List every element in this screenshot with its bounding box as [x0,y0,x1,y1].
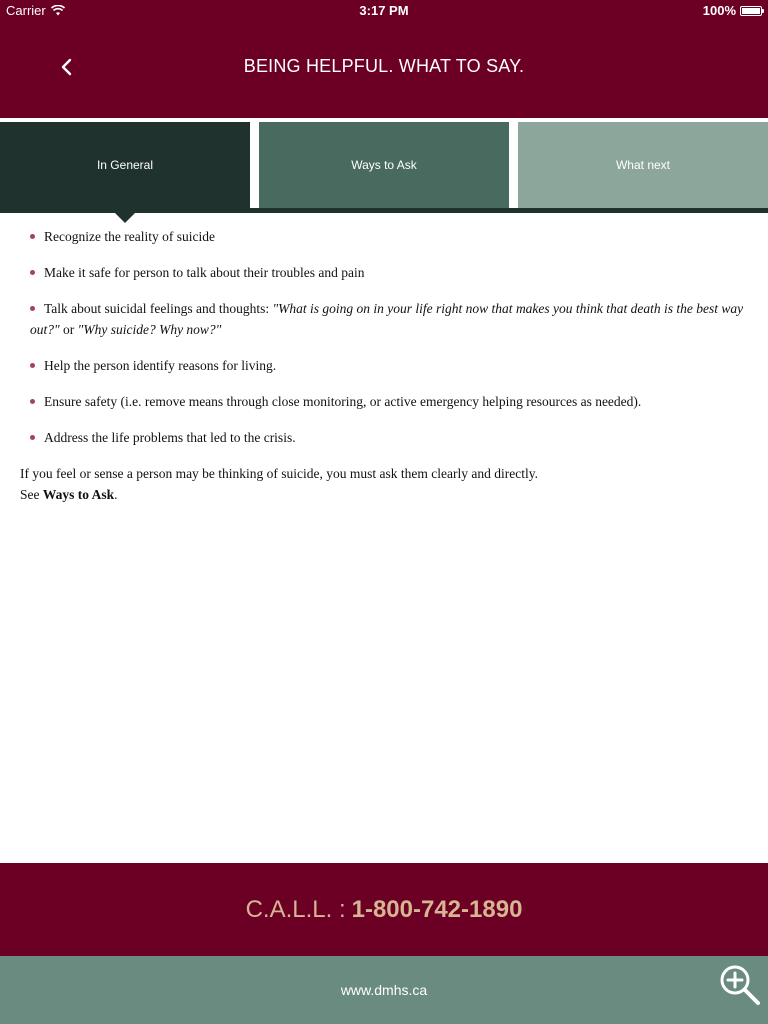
list-item-text: Ensure safety (i.e. remove means through close monitoring, or active emergency helping resources as needed). [44,394,642,409]
status-right [703,3,762,18]
quote-death-best-way-out: "What is going on in your life right now that makes you think that death is the best way out?" [30,301,744,337]
list-item-text: Recognize the reality of suicide [44,229,215,244]
list-item [20,427,750,448]
list-item [20,262,750,283]
footer-bar [0,956,768,1024]
carrier-label: Carrier [6,3,46,18]
bullet-icon [30,363,35,368]
page-title: BEING HELPFUL. WHAT TO SAY. [243,56,525,76]
closing-line: If you feel or sense a person may be thinking of suicide, you must ask them clearly and directly. [20,466,538,481]
list-item [20,226,750,247]
status-bar [0,0,768,20]
tab-label: In General [96,158,154,172]
zoom-button[interactable] [718,963,762,1007]
list-item-text: Talk about suicidal feelings and thoughts: [44,301,273,316]
tab-label: Ways to Ask [351,158,417,172]
call-phone-number[interactable]: 1-800-742-1890 [351,895,523,923]
closing-paragraph [20,463,750,505]
quote-connector: or [59,322,78,337]
battery-percent: 100% [702,3,736,18]
list-item-text: Address the life problems that led to the crisis. [44,430,296,445]
website-link[interactable]: www.dmhs.ca [340,982,428,998]
bullet-icon [30,399,35,404]
quote-why-suicide: "Why suicide? Why now?" [77,322,222,337]
list-item [20,298,750,340]
zoom-in-icon [718,963,762,1007]
tab-what-next[interactable] [518,122,768,208]
see-prefix: See [20,487,43,502]
content-area [20,226,750,505]
battery-icon [740,6,762,16]
tab-ways-to-ask[interactable] [259,122,509,208]
bullet-icon [30,234,35,239]
list-item-text: Make it safe for person to talk about their troubles and pain [44,265,365,280]
bullet-icon [30,435,35,440]
ways-to-ask-link[interactable]: Ways to Ask [42,487,115,502]
bullet-icon [30,270,35,275]
bullet-icon [30,306,35,311]
tab-label: What next [615,158,671,172]
nav-bar [0,20,768,118]
tab-in-general[interactable] [0,122,250,208]
closing-period: . [114,487,118,502]
tab-bar [0,118,768,213]
advice-list [20,226,750,448]
list-item [20,391,750,412]
call-label: C.A.L.L. : [245,895,346,923]
list-item [20,355,750,376]
active-tab-pointer [115,213,135,223]
call-bar[interactable] [0,863,768,956]
list-item-text: Help the person identify reasons for living. [44,358,277,373]
status-time: 3:17 PM [359,3,409,18]
